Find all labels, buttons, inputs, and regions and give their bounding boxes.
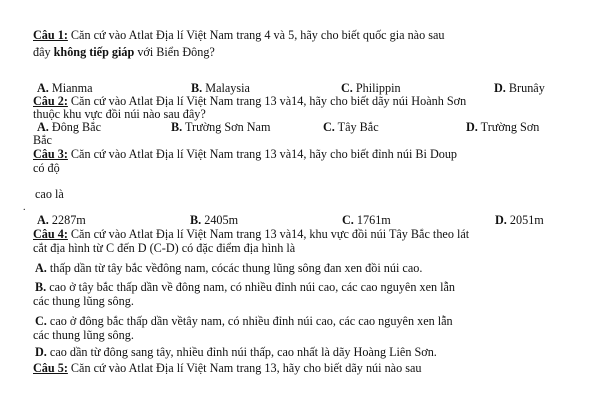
option-letter: A. [37, 213, 49, 227]
q2-option-d[interactable] [466, 121, 539, 134]
question-5-text: Căn cứ vào Atlat Địa lí Việt Nam trang 13, hãy cho biết dãy núi nào sau [67, 361, 422, 375]
option-letter: D. [35, 345, 47, 359]
option-text: 2287m [48, 213, 86, 227]
question-1-line-1 [33, 29, 444, 42]
question-2-line-2: thuộc khu vực đồi núi nào sau đây? [33, 107, 206, 121]
question-4-label: Câu 4: [33, 227, 68, 241]
question-3-line-1 [33, 148, 457, 161]
question-2-label: Câu 2: [33, 94, 68, 108]
option-letter: D. [494, 81, 506, 95]
q3-option-c[interactable] [342, 214, 391, 227]
question-4-line-1 [33, 228, 469, 241]
q4-option-c[interactable] [35, 315, 453, 328]
option-text: 2051m [506, 213, 544, 227]
q4-option-b-wrap: các thung lũng sông. [33, 294, 134, 308]
option-text: Trường Sơn [477, 120, 540, 134]
option-letter: D. [495, 213, 507, 227]
option-letter: C. [342, 213, 354, 227]
q3-option-b[interactable] [190, 214, 238, 227]
option-letter: D. [466, 120, 478, 134]
question-2-text: Căn cứ vào Atlat Địa lí Việt Nam trang 13 và14, hãy cho biết dãy núi Hoành Sơn [67, 94, 467, 108]
option-text: cao dần từ đông sang tây, nhiều đỉnh núi thấp, cao nhất là dãy Hoàng Liên Sơn. [46, 345, 437, 359]
option-letter: A. [35, 261, 47, 275]
option-letter: C. [341, 81, 353, 95]
question-3-line-3: cao là [35, 187, 64, 201]
option-letter: A. [37, 81, 49, 95]
question-1-label: Câu 1: [33, 28, 68, 42]
question-4-text: Căn cứ vào Atlat Địa lí Việt Nam trang 13 và14, khu vực đồi núi Tây Bắc theo lát [67, 227, 470, 241]
option-text: Malaysia [202, 81, 250, 95]
option-letter: C. [35, 314, 47, 328]
option-text: cao ở đông bắc thấp dần vềtây nam, có nhiều đỉnh núi cao, các cao nguyên xen lẫn [46, 314, 453, 328]
q1-option-d[interactable] [494, 82, 545, 95]
q2-option-c[interactable] [323, 121, 379, 134]
option-letter: B. [171, 120, 183, 134]
option-text: Trường Sơn Nam [182, 120, 271, 134]
option-text: Mianma [48, 81, 93, 95]
q4-option-d[interactable] [35, 346, 437, 359]
question-1-text-pre: đây [33, 45, 54, 59]
question-4-line-2: cắt địa hình từ C đến D (C-D) có đặc điểm địa hình là [33, 241, 296, 255]
option-text: 2405m [201, 213, 239, 227]
option-text: 1761m [353, 213, 391, 227]
q2-option-d-wrap: Bắc [33, 133, 52, 147]
q3-option-d[interactable] [495, 214, 544, 227]
option-letter: B. [190, 213, 202, 227]
question-5-label: Câu 5: [33, 361, 68, 375]
question-1-emphasis: không tiếp giáp [53, 45, 135, 59]
q4-option-b[interactable] [35, 281, 455, 294]
option-letter: B. [191, 81, 203, 95]
option-text: Tây Bắc [334, 120, 379, 134]
question-5-line-1 [33, 362, 421, 375]
option-letter: C. [323, 120, 335, 134]
stray-dot: . [23, 202, 26, 213]
question-3-label: Câu 3: [33, 147, 68, 161]
question-3-line-2: có độ [33, 161, 60, 175]
option-text: Brunây [505, 81, 545, 95]
option-letter: B. [35, 280, 47, 294]
question-3-text: Căn cứ vào Atlat Địa lí Việt Nam trang 13 và14, hãy cho biết đỉnh núi Bi Doup [67, 147, 458, 161]
option-letter: A. [37, 120, 49, 134]
q4-option-a[interactable] [35, 262, 422, 275]
question-1-text-post: với Biển Đông? [134, 45, 215, 59]
question-1-text: Căn cứ vào Atlat Địa lí Việt Nam trang 4 và 5, hãy cho biết quốc gia nào sau [67, 28, 445, 42]
option-text: Philippin [352, 81, 401, 95]
q2-option-b[interactable] [171, 121, 270, 134]
q3-option-a[interactable] [37, 214, 86, 227]
option-text: Đông Bắc [48, 120, 101, 134]
question-1-line-2 [33, 46, 215, 59]
option-text: cao ở tây bắc thấp dần về đông nam, có nhiều đỉnh núi cao, các cao nguyên xen lẫn [46, 280, 456, 294]
q4-option-c-wrap: các thung lũng sông. [33, 328, 134, 342]
option-text: thấp dần từ tây bắc vềđông nam, cócác thung lũng sông đan xen đồi núi cao. [46, 261, 423, 275]
